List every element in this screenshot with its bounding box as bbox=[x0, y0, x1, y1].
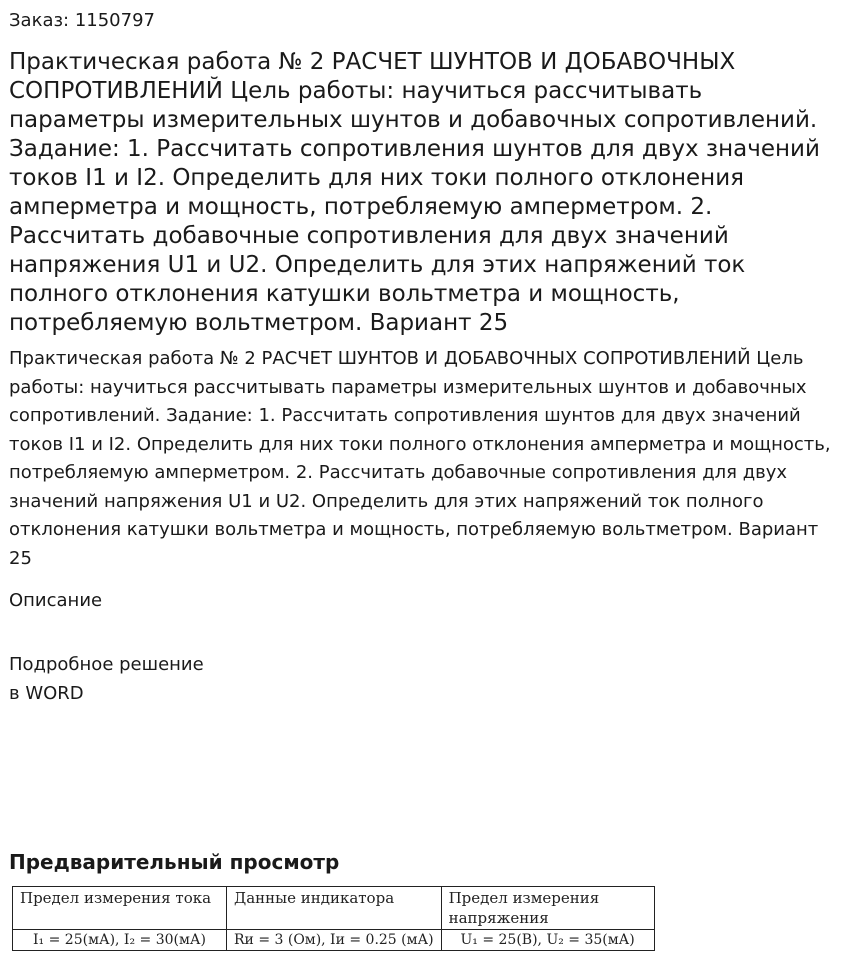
preview-table bbox=[12, 886, 655, 951]
order-number: Заказ: 1150797 bbox=[9, 10, 155, 31]
product-summary: Практическая работа № 2 РАСЧЕТ ШУНТОВ И ДОБАВОЧНЫХ СОПРОТИВЛЕНИЙ Цель работы: научиться рассчитывать параметры измерительных шунтов и добавочных сопротивлений. Задание: 1. Рассчитать сопротивления шунтов для двух значений токов I1 и I2. Определить для них токи полного отклонения амперметра и мощность, потребляемую амперметром. 2. Рассчитать добавочные сопротивления для двух значений напряжения U1 и U2. Определить для этих напряжений ток полного отклонения катушки вольтметра и мощность, потребляемую вольтметром. Вариант 25 bbox=[9, 348, 831, 569]
table-header-row bbox=[13, 887, 655, 930]
description-line: Подробное решение bbox=[9, 654, 204, 675]
table-row bbox=[13, 930, 655, 951]
description-heading: Описание bbox=[9, 590, 103, 611]
table-header-cell: Данные индикатора bbox=[227, 887, 442, 930]
table-cell: U₁ = 25(В), U₂ = 35(мА) bbox=[441, 930, 654, 951]
preview-heading: Предварительный просмотр bbox=[9, 850, 340, 874]
table-header-cell: Предел измерения тока bbox=[13, 887, 227, 930]
description-body bbox=[9, 650, 204, 708]
table-header-cell: Предел измерения напряжения bbox=[441, 887, 654, 930]
description-line: в WORD bbox=[9, 683, 84, 704]
page-title: Практическая работа № 2 РАСЧЕТ ШУНТОВ И ДОБАВОЧНЫХ СОПРОТИВЛЕНИЙ Цель работы: научиться рассчитывать параметры измерительных шунтов и добавочных сопротивлений. Задание: 1. Рассчитать сопротивления шунтов для двух значений токов I1 и I2. Определить для них токи полного отклонения амперметра и мощность, потребляемую амперметром. 2. Рассчитать добавочные сопротивления для двух значений напряжения U1 и U2. Определить для этих напряжений ток полного отклонения катушки вольтметра и мощность, потребляемую вольтметром. Вариант 25 bbox=[9, 49, 820, 336]
table-cell: I₁ = 25(мА), I₂ = 30(мА) bbox=[13, 930, 227, 951]
table-cell: Rи = 3 (Ом), Iи = 0.25 (мА) bbox=[227, 930, 442, 951]
